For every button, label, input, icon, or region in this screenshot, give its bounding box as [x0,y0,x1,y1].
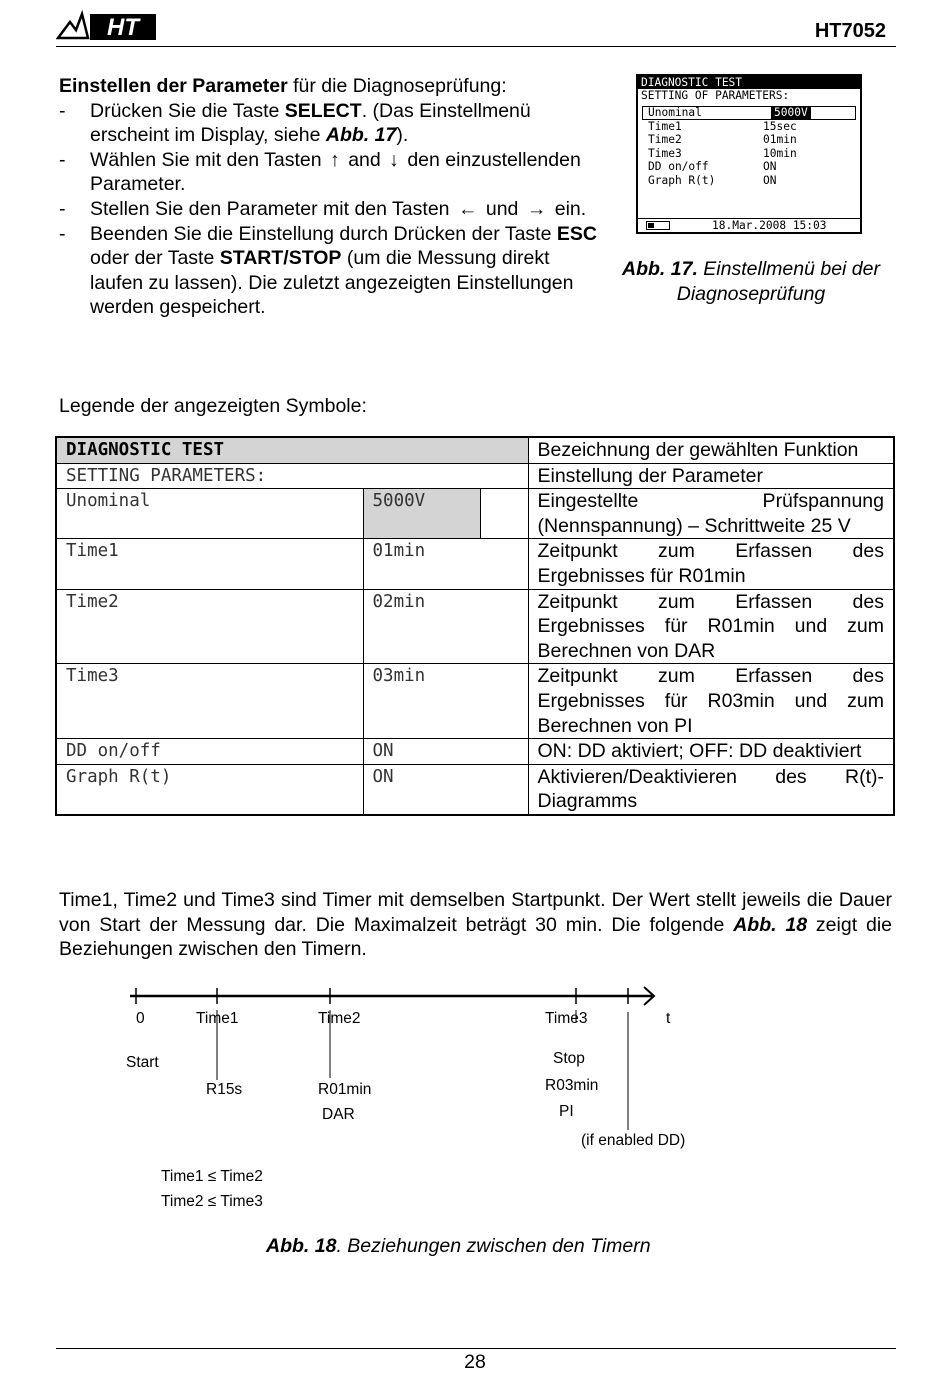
label-r15s: R15s [206,1081,243,1098]
legend-setting-desc: Einstellung der Parameter [528,463,894,489]
model-name: HT7052 [814,20,886,42]
lcd-title: DIAGNOSTIC TEST [638,76,860,89]
relation-2: Time2 ≤ Time3 [161,1193,263,1210]
axis-label-time1: Time1 [196,1010,239,1027]
lcd-screenshot [636,74,862,234]
lcd-param-row: Time3 10min [648,146,797,160]
legend-label: Unominal [56,489,363,539]
legend-label: Time2 [56,589,363,664]
lcd-subtitle: SETTING OF PARAMETERS: [641,89,790,102]
table-row [56,764,894,815]
legend-label: DD on/off [56,739,363,765]
legend-empty [480,489,528,539]
label-if-dd: (if enabled DD) [581,1132,686,1149]
lcd-datetime: 18.Mar.2008 15:03 [712,219,827,232]
table-row [56,437,894,463]
logo-text: HT [107,14,139,41]
table-row [56,589,894,664]
legend-head-desc: Bezeichnung der gewählten Funktion [528,437,894,463]
relation-1: Time1 ≤ Time2 [161,1168,263,1185]
legend-value: ON [363,739,528,765]
instruction-item: - Stellen Sie den Parameter mit den Tasten ← und → ein. [59,197,587,220]
instructions [59,74,599,320]
legend-value: 01min [363,539,528,589]
legend-value: 5000V [363,489,480,539]
legend-desc: Zeitpunkt zum Erfassen des Ergebnisses für R03min und zum Berechnen von PI [528,664,894,739]
legend-label: Time3 [56,664,363,739]
label-stop: Stop [553,1050,585,1067]
legend-desc: Zeitpunkt zum Erfassen des Ergebnisses für R01min [528,539,894,589]
table-row [56,463,894,489]
legend-desc: Zeitpunkt zum Erfassen des Ergebnisses für R01min und zum Berechnen von DAR [528,589,894,664]
legend-desc: Eingestellte Prüfspannung (Nennspannung) – Schrittweite 25 V [528,489,894,539]
legend-setting-label: SETTING PARAMETERS: [56,463,528,489]
footer-rule [56,1348,896,1349]
table-row [56,664,894,739]
arrow-right-icon: → [526,197,547,220]
lcd-param-row: Time1 15sec [648,119,797,133]
timer-timeline-diagram [120,982,720,1222]
arrow-down-icon: ↓ [389,148,399,171]
table-row [56,739,894,765]
instruction-item: - Beenden Sie die Einstellung durch Drücken der Taste ESC oder der Taste START/STOP (um die Messung direkt laufen zu lassen). Die zuletzt angezeigten Einstellungen werden gespeichert. [59,222,597,319]
label-pi: PI [559,1103,574,1120]
timers-paragraph: Time1, Time2 und Time3 sind Timer mit demselben Startpunkt. Der Wert stellt jeweils die Dauer von Start der Messung dar. Die Maximalzeit beträgt 30 min. Die folgende Abb. 18 zeigt die Beziehungen zwischen den Timern. [59,889,892,961]
battery-icon [646,221,670,230]
figure-17-caption: Abb. 17. Einstellmenü bei der Diagnoseprüfung [622,258,880,305]
axis-label-time3: Time3 [545,1010,588,1027]
label-r03min: R03min [545,1077,599,1094]
legend-table [55,436,895,816]
table-row [56,539,894,589]
legend-value: 03min [363,664,528,739]
arrow-up-icon: ↑ [330,148,340,171]
axis-label-0: 0 [136,1010,145,1027]
axis-label-time2: Time2 [318,1010,361,1027]
label-start: Start [126,1054,159,1071]
page-number: 28 [464,1351,486,1373]
label-r01min: R01min [318,1081,372,1098]
lcd-param-row: Graph R(t) ON [648,173,777,187]
legend-value: 02min [363,589,528,664]
legend-desc: Aktivieren/Deaktivieren des R(t)-Diagramms [528,764,894,815]
lcd-status-bar [638,218,860,232]
instruction-item: - Drücken Sie die Taste SELECT. (Das Einstellmenü erscheint im Display, siehe Abb. 17). [59,99,531,147]
legend-desc: ON: DD aktiviert; OFF: DD deaktiviert [528,739,894,765]
axis-label-t: t [666,1010,671,1027]
instructions-intro: Einstellen der Parameter für die Diagnoseprüfung: [59,75,507,97]
label-dar: DAR [322,1106,355,1123]
arrow-left-icon: ← [457,197,478,220]
ht-logo [56,8,160,46]
table-row [56,489,894,539]
legend-value: ON [363,764,528,815]
legend-label: Time1 [56,539,363,589]
instruction-item: - Wählen Sie mit den Tasten ↑ and ↓ den einzustellenden Parameter. [59,148,581,196]
legend-title: Legende der angezeigten Symbole: [59,395,367,417]
legend-label: Graph R(t) [56,764,363,815]
figure-18-caption: Abb. 18. Beziehungen zwischen den Timern [266,1235,651,1257]
lcd-param-row: Time2 01min [648,133,797,146]
legend-head-label: DIAGNOSTIC TEST [56,437,528,463]
lcd-param-row: DD on/off ON [648,160,777,173]
header-rule [56,46,896,47]
lcd-selected-row: Unominal 5000V [642,106,856,120]
